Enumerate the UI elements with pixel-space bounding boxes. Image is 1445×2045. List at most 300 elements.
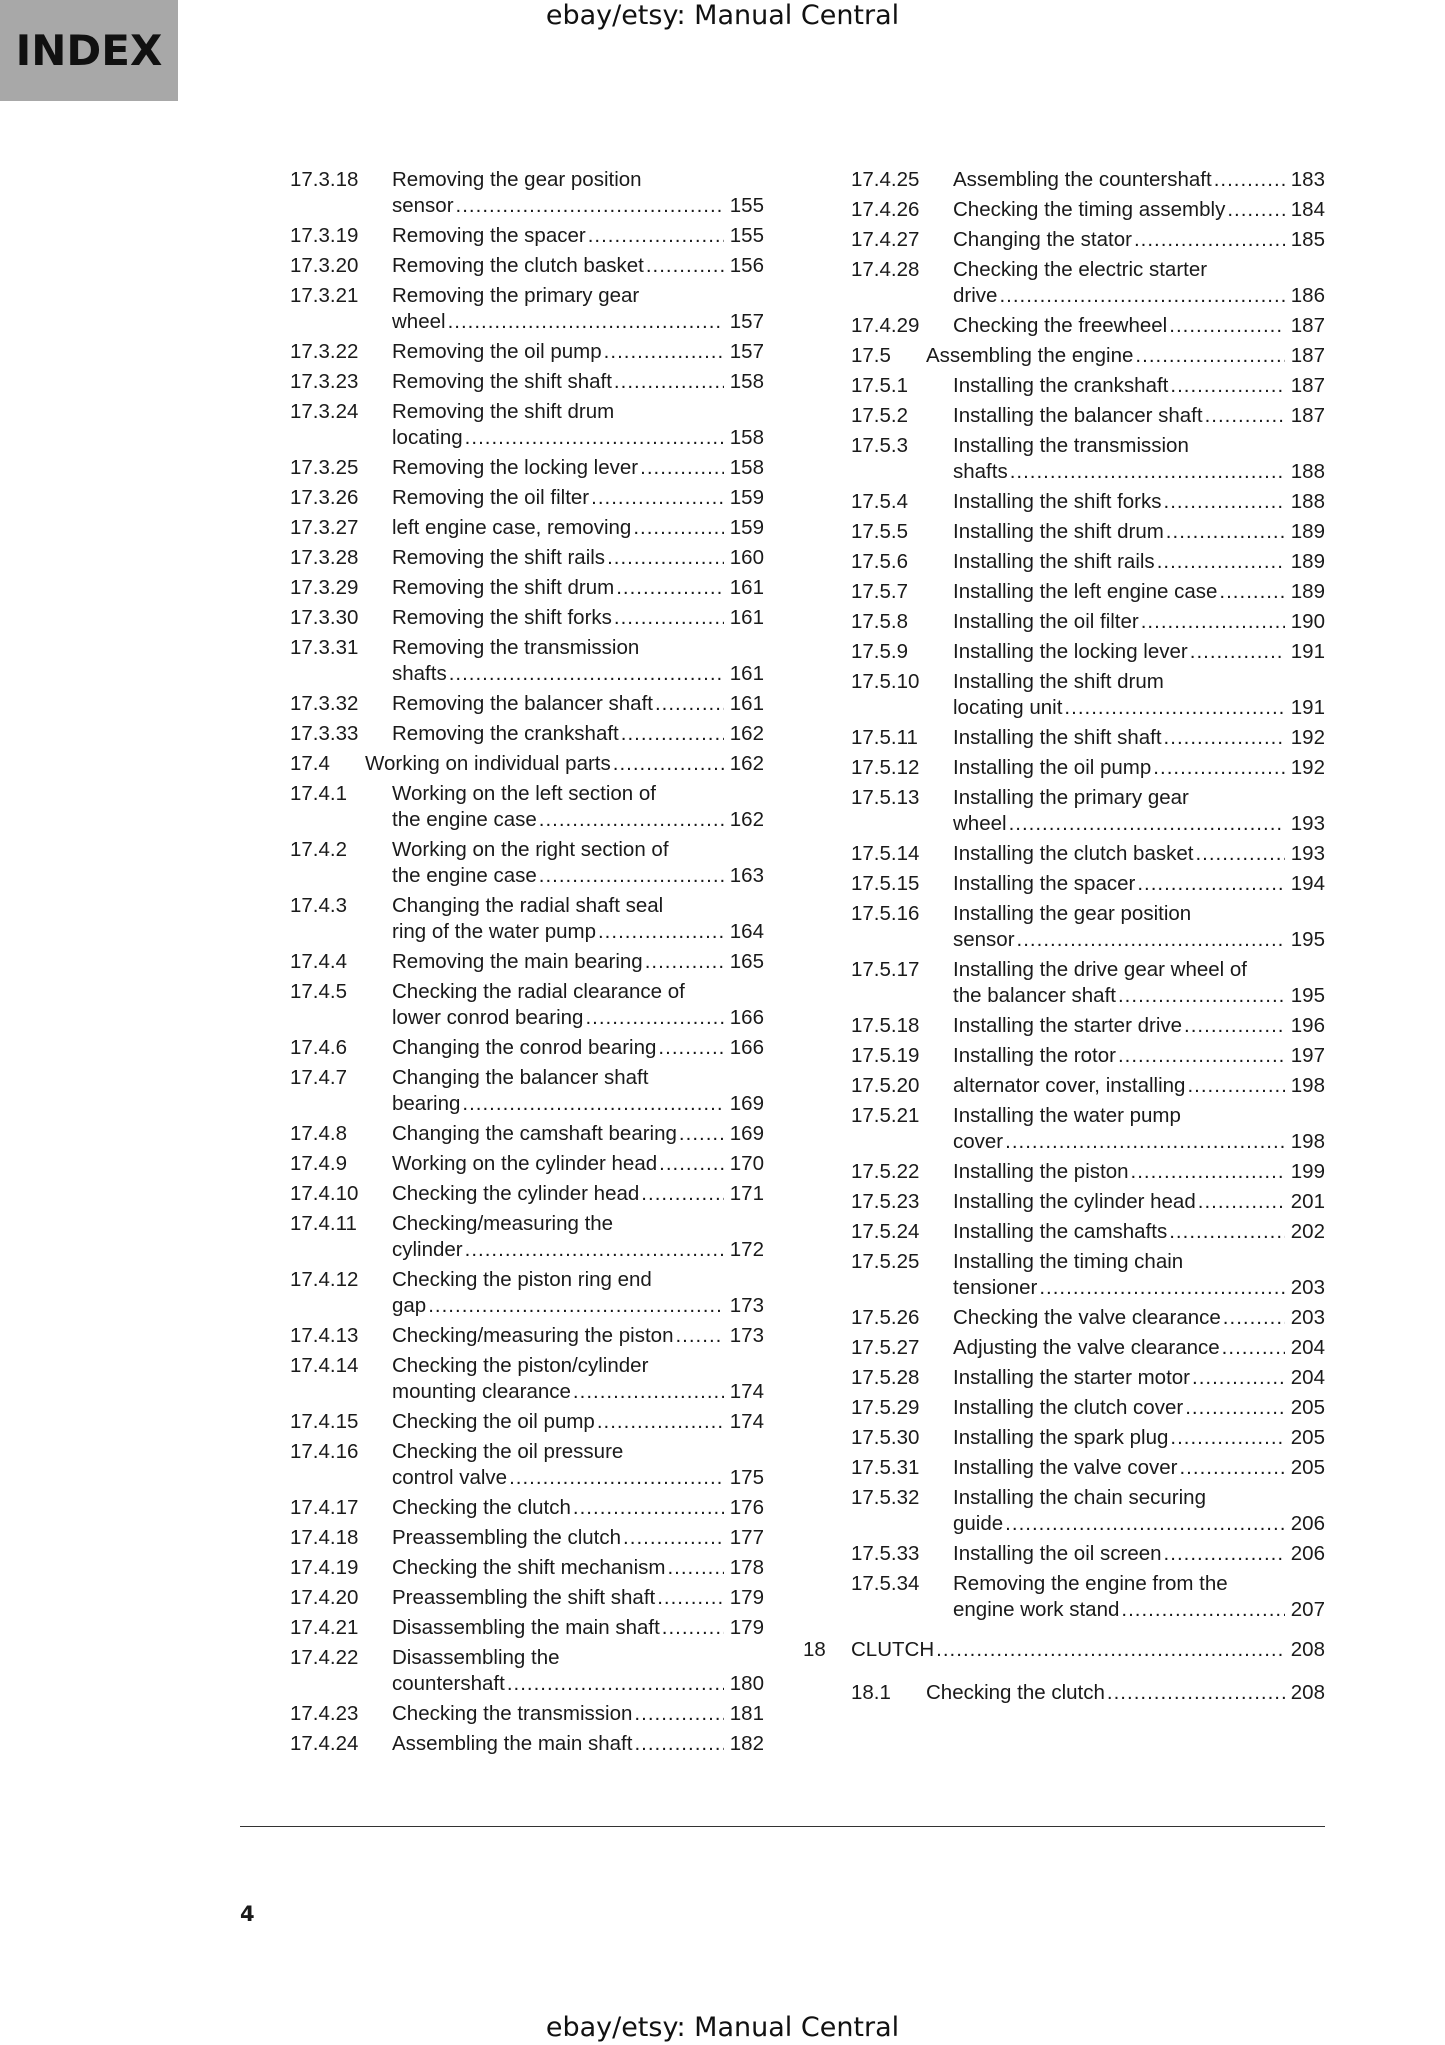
toc-entry-title: Checking the transmission [392,1702,633,1725]
toc-dot-leader [1064,695,1284,721]
toc-dot-leader [640,455,724,481]
toc-entry-page: 172 [729,1238,764,1261]
toc-entry[interactable] [290,893,764,949]
toc-dot-leader [1118,983,1285,1009]
toc-entry-title: wheel [953,812,1007,835]
toc-entry-leader-line [953,841,1325,867]
toc-entry[interactable] [290,1585,764,1615]
toc-entry-number: 17.3.24 [290,400,359,423]
toc-entry[interactable] [290,455,764,485]
toc-entry-number: 17.5.18 [851,1014,920,1037]
toc-entry[interactable] [851,609,1325,639]
toc-entry[interactable] [851,725,1325,755]
toc-entry-page: 157 [729,340,764,363]
toc-entry-title: Preassembling the clutch [392,1526,622,1549]
toc-entry-title: ring of the water pump [392,920,596,943]
toc-entry-number: 17.4.15 [290,1410,359,1433]
toc-entry-number: 17.5.8 [851,610,908,633]
toc-dot-leader [1223,1305,1285,1331]
toc-dot-leader [613,751,724,777]
toc-entry-page: 164 [729,920,764,943]
toc-entry-page: 186 [1290,284,1325,307]
toc-entry-title: cover [953,1130,1004,1153]
toc-dot-leader [1184,1013,1285,1039]
toc-entry[interactable] [290,515,764,545]
toc-entry-page: 173 [729,1324,764,1347]
toc-entry[interactable] [851,1103,1325,1159]
toc-entry-number: 17.5.17 [851,958,920,981]
toc-entry-leader-line [953,549,1325,575]
toc-entry-number: 17.5.21 [851,1104,920,1127]
toc-entry-number: 17.4.19 [290,1556,359,1579]
toc-entry[interactable] [290,1035,764,1065]
toc-entry[interactable] [851,1013,1325,1043]
toc-entry[interactable] [851,1219,1325,1249]
toc-entry-leader-line [392,691,764,717]
toc-dot-leader [1017,927,1285,953]
toc-entry-page: 206 [1290,1512,1325,1535]
toc-entry-title: cylinder [392,1238,463,1261]
toc-entry[interactable] [851,1455,1325,1485]
toc-entry[interactable] [290,1211,764,1267]
toc-entry-title: Installing the clutch cover [953,1396,1184,1419]
toc-entry[interactable] [290,721,764,751]
toc-entry-title: Installing the oil filter [953,610,1139,633]
toc-entry[interactable] [851,785,1325,841]
toc-entry[interactable] [851,1425,1325,1455]
toc-entry[interactable] [851,871,1325,901]
toc-entry[interactable] [290,399,764,455]
toc-entry-title: control valve [392,1466,508,1489]
toc-entry-page: 192 [1290,726,1325,749]
toc-entry-number: 17.5.31 [851,1456,920,1479]
toc-dot-leader [1192,1365,1285,1391]
toc-entry-title: Changing the camshaft bearing [392,1122,677,1145]
toc-dot-leader [1164,489,1285,515]
toc-entry-number: 17.5.20 [851,1074,920,1097]
toc-dot-leader [1169,1219,1285,1245]
toc-entry[interactable] [290,1701,764,1731]
toc-dot-leader [641,1181,723,1207]
toc-entry-title: Assembling the main shaft [392,1732,633,1755]
toc-dot-leader [1107,1680,1285,1706]
toc-entry-number: 17.4.20 [290,1586,359,1609]
toc-entry[interactable] [851,549,1325,579]
toc-entry-leader-line [953,1219,1325,1245]
toc-entry-title: Installing the shift rails [953,550,1155,573]
toc-entry-number: 17.5.7 [851,580,908,603]
toc-dot-leader [465,1237,724,1263]
toc-entry-title: Adjusting the valve clearance [953,1336,1220,1359]
toc-dot-leader [1131,1159,1285,1185]
toc-entry-title: Installing the crankshaft [953,374,1169,397]
toc-dot-leader [634,1731,723,1757]
toc-entry-page: 159 [729,486,764,509]
toc-entry-leader-line [953,1365,1325,1391]
toc-entry-page: 189 [1290,520,1325,543]
toc-dot-leader [1164,1541,1285,1567]
toc-entry-title-line: Working on the right section of [392,838,669,861]
toc-entry[interactable] [290,545,764,575]
toc-entry-leader-line [953,1043,1325,1069]
toc-entry[interactable] [290,575,764,605]
toc-right-column [803,167,1325,1710]
toc-entry-title-line: Changing the radial shaft seal [392,894,664,917]
toc-entry[interactable] [290,283,764,339]
toc-entry-title: Installing the cylinder head [953,1190,1196,1213]
toc-entry-title: Removing the balancer shaft [392,692,653,715]
toc-entry[interactable] [851,343,1325,373]
toc-entry[interactable] [290,781,764,837]
toc-entry[interactable] [851,579,1325,609]
toc-entry[interactable] [290,837,764,893]
toc-entry-number: 17.3.32 [290,692,359,715]
toc-entry-page: 171 [729,1182,764,1205]
toc-entry[interactable] [851,841,1325,871]
footer-watermark: ebay/etsy: Manual Central [545,2012,900,2043]
toc-dot-leader [658,1035,723,1061]
toc-entry-page: 189 [1290,580,1325,603]
toc-entry-page: 193 [1290,812,1325,835]
toc-entry[interactable] [290,1495,764,1525]
toc-entry-number: 17.4.23 [290,1702,359,1725]
toc-entry-title: Installing the oil pump [953,756,1152,779]
toc-entry-title: alternator cover, installing [953,1074,1186,1097]
toc-entry-leader-line [392,1323,764,1349]
toc-dot-leader [1195,841,1284,867]
toc-entry[interactable] [851,755,1325,785]
toc-entry-leader-line [392,1671,764,1697]
toc-entry-title: shafts [392,662,447,685]
toc-entry[interactable] [851,1249,1325,1305]
toc-dot-leader [1157,549,1285,575]
toc-entry[interactable] [290,1615,764,1645]
toc-entry-leader-line [392,721,764,747]
toc-entry-number: 17.5.10 [851,670,920,693]
toc-entry[interactable] [803,1637,1325,1680]
toc-entry[interactable] [290,1267,764,1323]
toc-entry-title: Removing the oil filter [392,486,590,509]
toc-dot-leader [667,1555,723,1581]
toc-entry-page: 158 [729,370,764,393]
toc-entry-number: 17.4.2 [290,838,347,861]
toc-dot-leader [1039,1275,1284,1301]
toc-entry-leader-line [953,373,1325,399]
toc-entry[interactable] [290,485,764,515]
toc-dot-leader [1153,755,1284,781]
toc-entry-number: 17.4.25 [851,168,920,191]
toc-entry-leader-line [953,725,1325,751]
toc-entry-page: 203 [1290,1276,1325,1299]
toc-entry-number: 17.3.21 [290,284,359,307]
toc-entry[interactable] [290,339,764,369]
toc-entry-page: 169 [729,1092,764,1115]
toc-entry-number: 17.5.11 [851,726,918,749]
toc-entry-title: Removing the locking lever [392,456,639,479]
toc-entry-title-line: Installing the timing chain [953,1250,1184,1273]
toc-entry-leader-line [392,1035,764,1061]
toc-entry[interactable] [851,313,1325,343]
toc-entry-leader-line [392,425,764,451]
toc-entry[interactable] [851,373,1325,403]
toc-dot-leader [614,605,724,631]
toc-entry-title: sensor [392,194,454,217]
toc-entry-number: 17.5 [851,344,891,367]
toc-entry-leader-line [392,515,764,541]
toc-entry[interactable] [851,1073,1325,1103]
toc-entry-page: 162 [729,752,764,775]
toc-entry-leader-line [953,927,1325,953]
toc-entry-leader-line [392,1091,764,1117]
toc-entry-leader-line [953,609,1325,635]
toc-entry-page: 155 [729,224,764,247]
toc-entry-leader-line [392,253,764,279]
toc-entry-leader-line [953,1335,1325,1361]
toc-dot-leader [1205,403,1285,429]
toc-entry-number: 18.1 [851,1681,891,1704]
toc-entry[interactable] [851,167,1325,197]
toc-entry-number: 17.4.3 [290,894,347,917]
toc-entry[interactable] [851,1159,1325,1189]
toc-entry[interactable] [851,901,1325,957]
toc-entry-page: 199 [1290,1160,1325,1183]
toc-entry[interactable] [851,1365,1325,1395]
toc-entry-title-line: Installing the drive gear wheel of [953,958,1248,981]
header-watermark: ebay/etsy: Manual Central [545,0,900,31]
toc-entry-number: 17.5.32 [851,1486,920,1509]
toc-entry-page: 203 [1290,1306,1325,1329]
toc-entry-number: 17.4.1 [290,782,347,805]
toc-entry[interactable] [851,1395,1325,1425]
toc-dot-leader [1227,197,1284,223]
toc-entry-title: the engine case [392,864,537,887]
toc-entry-page: 173 [729,1294,764,1317]
toc-entry[interactable] [290,223,764,253]
toc-entry[interactable] [290,691,764,721]
toc-entry-title: Checking the valve clearance [953,1306,1221,1329]
toc-entry[interactable] [290,1065,764,1121]
toc-entry-page: 201 [1290,1190,1325,1213]
toc-dot-leader [662,1615,724,1641]
toc-entry-title: Assembling the engine [926,344,1134,367]
toc-entry-leader-line [392,1701,764,1727]
toc-entry-leader-line [953,1511,1325,1537]
toc-entry[interactable] [290,751,764,781]
toc-dot-leader [1005,1511,1285,1537]
toc-entry-number: 17.5.19 [851,1044,920,1067]
toc-entry-page: 185 [1290,228,1325,251]
toc-entry-page: 193 [1290,842,1325,865]
toc-entry-number: 17.3.33 [290,722,359,745]
toc-entry-page: 207 [1290,1598,1325,1621]
toc-dot-leader [539,863,724,889]
toc-entry[interactable] [290,1645,764,1701]
toc-entry[interactable] [851,1335,1325,1365]
toc-entry[interactable] [851,1485,1325,1541]
toc-entry-page: 205 [1290,1456,1325,1479]
toc-dot-leader [1005,1129,1285,1155]
toc-entry[interactable] [851,227,1325,257]
toc-entry-leader-line [392,1731,764,1757]
toc-entry[interactable] [851,1189,1325,1219]
toc-entry[interactable] [851,1305,1325,1335]
toc-entry-title: Checking the clutch [392,1496,571,1519]
toc-entry[interactable] [851,519,1325,549]
toc-dot-leader [634,1701,723,1727]
toc-entry-number: 17.5.25 [851,1250,920,1273]
toc-entry[interactable] [851,197,1325,227]
toc-dot-leader [1214,167,1285,193]
toc-entry-title: Installing the balancer shaft [953,404,1203,427]
toc-entry[interactable] [851,403,1325,433]
toc-dot-leader [1185,1395,1285,1421]
toc-entry-title: Installing the shift drum [953,520,1164,543]
toc-entry[interactable] [851,1680,1325,1710]
toc-entry-leader-line [953,1305,1325,1331]
toc-entry-leader-line [392,949,764,975]
toc-entry-number: 17.5.28 [851,1366,920,1389]
toc-entry-number: 17.4.4 [290,950,347,973]
toc-entry-number: 17.5.2 [851,404,908,427]
toc-entry[interactable] [290,1409,764,1439]
toc-entry[interactable] [290,949,764,979]
toc-entry-title: Installing the valve cover [953,1456,1178,1479]
toc-dot-leader [655,691,724,717]
toc-dot-leader [585,1005,723,1031]
toc-entry-title: Installing the shift forks [953,490,1162,513]
toc-entry[interactable] [290,979,764,1035]
toc-entry-page: 157 [729,310,764,333]
toc-entry-page: 161 [729,576,764,599]
toc-entry-page: 206 [1290,1542,1325,1565]
toc-entry[interactable] [851,433,1325,489]
toc-entry-title: Installing the left engine case [953,580,1218,603]
toc-entry-number: 17.5.3 [851,434,908,457]
toc-entry[interactable] [290,1323,764,1353]
toc-entry-leader-line [953,197,1325,223]
toc-dot-leader [448,309,724,335]
toc-entry-title-line: Removing the transmission [392,636,640,659]
toc-entry-leader-line [392,1409,764,1435]
toc-entry-page: 188 [1290,460,1325,483]
toc-entry[interactable] [290,605,764,635]
toc-dot-leader [1118,1043,1285,1069]
toc-entry-page: 197 [1290,1044,1325,1067]
toc-entry-number: 17.5.12 [851,756,920,779]
toc-dot-leader [646,253,724,279]
toc-entry-title: Checking the oil pump [392,1410,595,1433]
toc-entry-number: 17.3.29 [290,576,359,599]
toc-entry[interactable] [290,167,764,223]
toc-entry[interactable] [290,1439,764,1495]
toc-entry-number: 17.4.6 [290,1036,347,1059]
toc-dot-leader [1121,1597,1284,1623]
toc-entry[interactable] [851,1571,1325,1627]
toc-entry-page: 174 [729,1380,764,1403]
toc-entry-title-line: Changing the balancer shaft [392,1066,649,1089]
toc-entry[interactable] [851,489,1325,519]
toc-entry[interactable] [290,1555,764,1585]
footer-rule [240,1826,1325,1827]
toc-entry-title: Installing the starter drive [953,1014,1183,1037]
toc-entry-title: the balancer shaft [953,984,1116,1007]
toc-entry-number: 17.5.16 [851,902,920,925]
toc-entry-page: 187 [1290,314,1325,337]
toc-entry[interactable] [290,1525,764,1555]
toc-entry-title: Installing the locking lever [953,640,1188,663]
toc-entry-number: 17.4.12 [290,1268,359,1291]
toc-entry-title: countershaft [392,1672,505,1695]
toc-entry-leader-line [953,1189,1325,1215]
toc-entry-title: engine work stand [953,1598,1120,1621]
toc-dot-leader [588,223,724,249]
toc-entry-page: 184 [1290,198,1325,221]
toc-entry-title: Installing the oil screen [953,1542,1162,1565]
toc-entry-title: Removing the shift rails [392,546,606,569]
toc-entry-number: 17.3.22 [290,340,359,363]
toc-entry-page: 208 [1290,1638,1325,1661]
toc-entry[interactable] [851,257,1325,313]
toc-entry-page: 169 [729,1122,764,1145]
toc-entry-leader-line [926,343,1325,369]
toc-entry-title: shafts [953,460,1008,483]
toc-entry-page: 198 [1290,1074,1325,1097]
toc-entry[interactable] [851,669,1325,725]
toc-dot-leader [657,1585,724,1611]
toc-entry-number: 17.5.4 [851,490,908,513]
toc-entry[interactable] [851,1043,1325,1073]
toc-entry-leader-line [953,695,1325,721]
toc-entry-leader-line [392,919,764,945]
toc-entry-leader-line [953,1013,1325,1039]
toc-entry-page: 205 [1290,1426,1325,1449]
toc-entry-title-line: Installing the primary gear [953,786,1189,809]
toc-entry-title: locating unit [953,696,1063,719]
toc-entry-leader-line [392,455,764,481]
toc-entry-number: 17.4.17 [290,1496,359,1519]
toc-entry[interactable] [290,1181,764,1211]
toc-entry-title: Checking the freewheel [953,314,1168,337]
toc-entry-title: Installing the shift shaft [953,726,1162,749]
toc-entry[interactable] [851,1541,1325,1571]
toc-entry[interactable] [290,369,764,399]
toc-entry[interactable] [290,253,764,283]
toc-entry[interactable] [290,635,764,691]
toc-entry-number: 17.5.22 [851,1160,920,1183]
toc-entry-title-line: Checking the electric starter [953,258,1208,281]
toc-entry[interactable] [290,1731,764,1761]
toc-entry[interactable] [851,957,1325,1013]
toc-entry-number: 17.4.14 [290,1354,359,1377]
toc-dot-leader [1170,1425,1284,1451]
toc-entry-title: tensioner [953,1276,1038,1299]
toc-entry-page: 158 [729,456,764,479]
toc-entry-leader-line [953,313,1325,339]
toc-entry[interactable] [290,1353,764,1409]
toc-dot-leader [621,721,724,747]
toc-entry[interactable] [290,1151,764,1181]
toc-entry-number: 17.5.1 [851,374,908,397]
toc-entry-title-line: Checking the radial clearance of [392,980,685,1003]
toc-entry[interactable] [851,639,1325,669]
toc-entry-page: 204 [1290,1366,1325,1389]
toc-entry-leader-line [953,519,1325,545]
toc-entry[interactable] [290,1121,764,1151]
toc-dot-leader [623,1525,724,1551]
toc-entry-number: 17.5.34 [851,1572,920,1595]
toc-entry-title: drive [953,284,998,307]
toc-entry-leader-line [953,1541,1325,1567]
